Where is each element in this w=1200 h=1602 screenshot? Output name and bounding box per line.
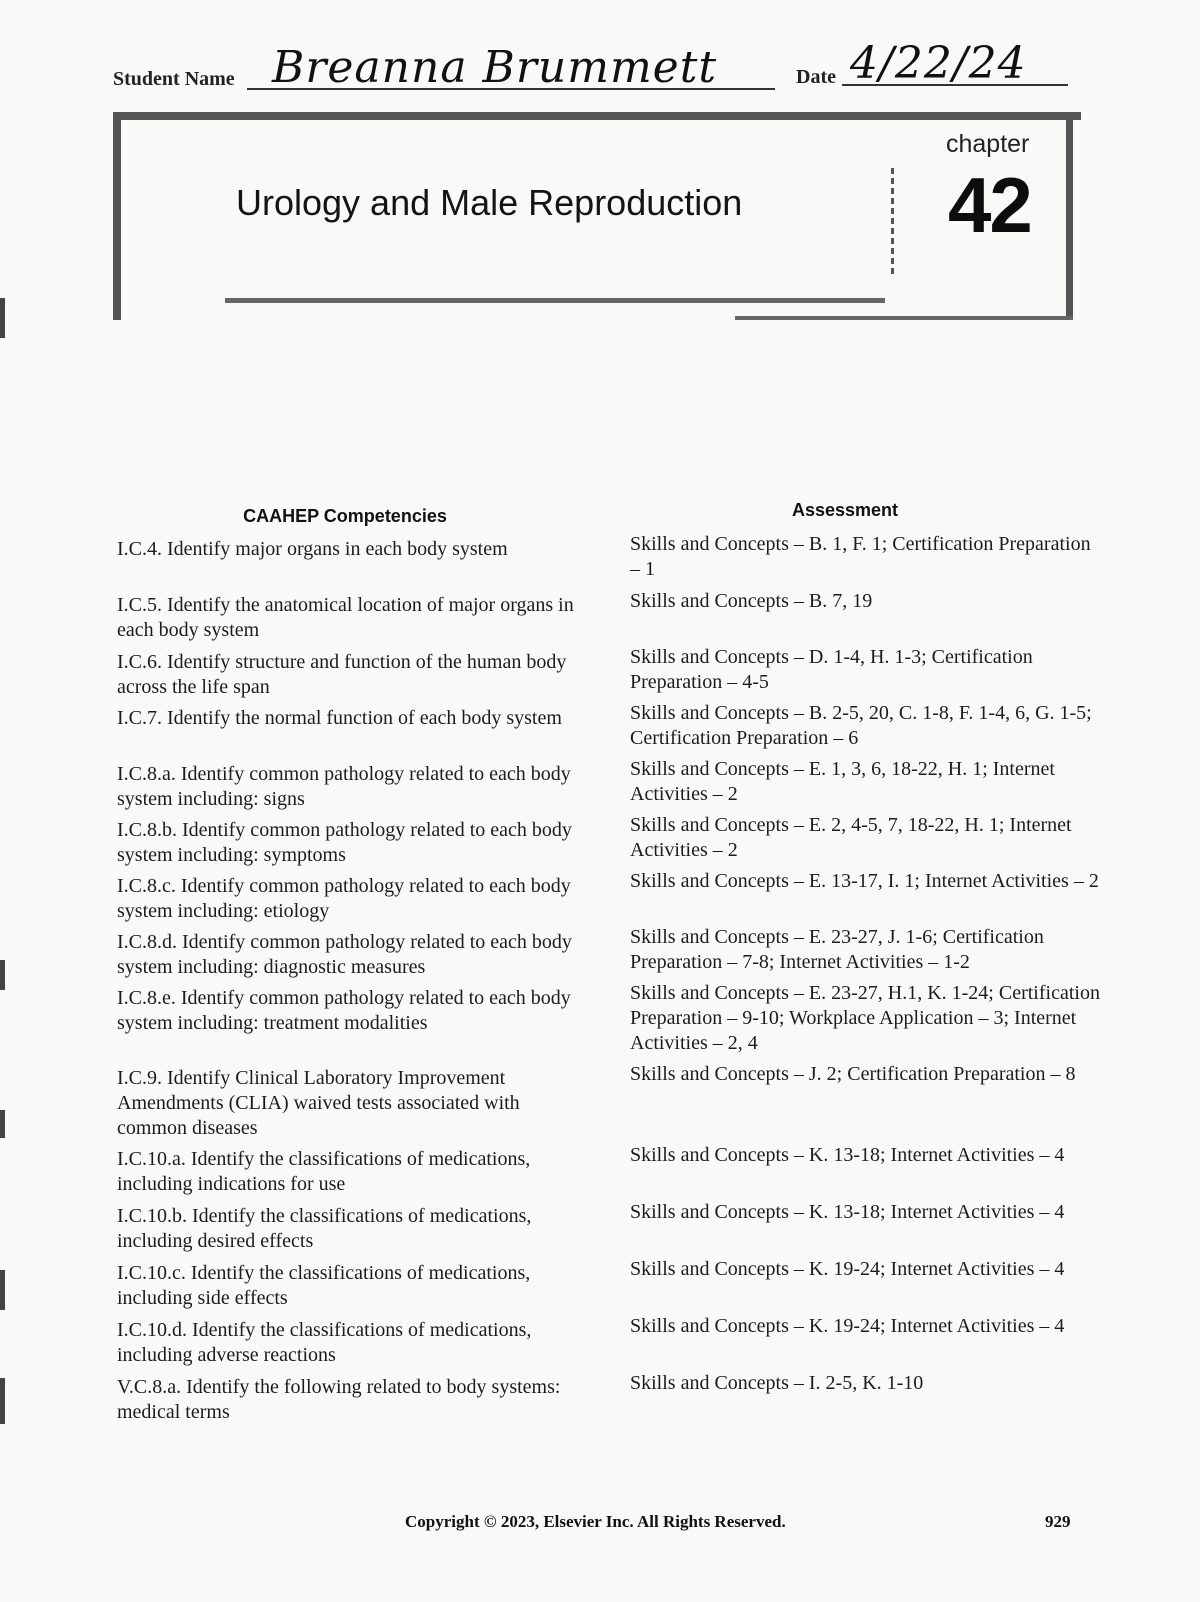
competencies-header: CAAHEP Competencies [243, 506, 447, 526]
student-name-label: Student Name [113, 68, 235, 90]
competency-cell: I.C.9. Identify Clinical Laboratory Improvement Amendments (CLIA) waived tests associated with common diseases [117, 1067, 520, 1139]
competency-cell: I.C.8.a. Identify common pathology related to each body system including: signs [117, 763, 571, 810]
assessment-cell: Skills and Concepts – B. 7, 19 [630, 590, 873, 612]
assessment-cell: Skills and Concepts – E. 2, 4-5, 7, 18-22, H. 1; Internet Activities – 2 [630, 814, 1072, 861]
assessment-cell: Skills and Concepts – E. 13-17, I. 1; Internet Activities – 2 [630, 870, 1099, 892]
scan-edge-mark [0, 1378, 5, 1424]
competency-cell: I.C.8.b. Identify common pathology related to each body system including: symptoms [117, 819, 572, 866]
assessment-cell: Skills and Concepts – B. 1, F. 1; Certification Preparation – 1 [630, 533, 1091, 580]
banner-right-bar [1066, 112, 1073, 316]
copyright-notice: Copyright © 2023, Elsevier Inc. All Rights Reserved. [405, 1512, 786, 1531]
scan-edge-mark [0, 960, 5, 990]
assessment-cell: Skills and Concepts – B. 2-5, 20, C. 1-8, F. 1-4, 6, G. 1-5; Certification Preparation – 6 [630, 702, 1092, 749]
assessment-cell: Skills and Concepts – I. 2-5, K. 1-10 [630, 1372, 924, 1394]
competency-cell: I.C.10.a. Identify the classifications of medications, including indications for use [117, 1148, 531, 1195]
assessment-cell: Skills and Concepts – J. 2; Certification Preparation – 8 [630, 1063, 1076, 1085]
competency-cell: I.C.8.d. Identify common pathology related to each body system including: diagnostic measures [117, 931, 572, 978]
assessment-cell: Skills and Concepts – E. 23-27, H.1, K. 1-24; Certification Preparation – 9-10; Workplace Application – 3; Internet Activities – 2, 4 [630, 982, 1100, 1054]
scan-edge-mark [0, 1110, 5, 1138]
competency-cell: I.C.10.c. Identify the classifications of medications, including side effects [117, 1262, 531, 1309]
competency-cell: I.C.10.d. Identify the classifications of medications, including adverse reactions [117, 1319, 532, 1366]
date-label: Date [796, 66, 836, 88]
assessment-cell: Skills and Concepts – E. 1, 3, 6, 18-22, H. 1; Internet Activities – 2 [630, 758, 1055, 805]
chapter-title: Urology and Male Reproduction [236, 182, 743, 223]
competency-cell: I.C.4. Identify major organs in each body system [117, 538, 508, 560]
scan-edge-mark [0, 298, 5, 338]
page-number: 929 [1045, 1512, 1071, 1531]
assessment-cell: Skills and Concepts – K. 19-24; Internet Activities – 4 [630, 1315, 1065, 1337]
competency-cell: I.C.10.b. Identify the classifications of medications, including desired effects [117, 1205, 532, 1252]
competency-cell: I.C.5. Identify the anatomical location of major organs in each body system [117, 594, 574, 641]
chapter-number-box-edge [891, 168, 894, 278]
scan-edge-mark [0, 1270, 5, 1310]
competency-cell: I.C.8.e. Identify common pathology related to each body system including: treatment modalities [117, 987, 571, 1034]
banner-bottom-rule [225, 298, 885, 303]
competency-cell: I.C.8.c. Identify common pathology related to each body system including: etiology [117, 875, 571, 922]
assessment-cell: Skills and Concepts – K. 13-18; Internet Activities – 4 [630, 1144, 1065, 1166]
chapter-word: chapter [946, 130, 1030, 158]
assessment-cell: Skills and Concepts – K. 13-18; Internet Activities – 4 [630, 1201, 1065, 1223]
chapter-number: 42 [948, 161, 1031, 249]
competency-cell: I.C.6. Identify structure and function of the human body across the life span [117, 651, 567, 698]
assessment-cell: Skills and Concepts – D. 1-4, H. 1-3; Certification Preparation – 4-5 [630, 646, 1033, 693]
banner-bottom-rule-right [735, 316, 1073, 320]
assessment-cell: Skills and Concepts – K. 19-24; Internet Activities – 4 [630, 1258, 1065, 1280]
date-value[interactable]: 4/22/24 [850, 38, 1027, 89]
student-name-value[interactable]: Breanna Brummett [272, 42, 718, 93]
assessment-header: Assessment [791, 500, 899, 520]
competency-cell: V.C.8.a. Identify the following related to body systems: medical terms [117, 1376, 561, 1423]
assessment-cell: Skills and Concepts – E. 23-27, J. 1-6; Certification Preparation – 7-8; Internet Activities – 1-2 [630, 926, 1044, 973]
competency-cell: I.C.7. Identify the normal function of each body system [117, 707, 562, 729]
